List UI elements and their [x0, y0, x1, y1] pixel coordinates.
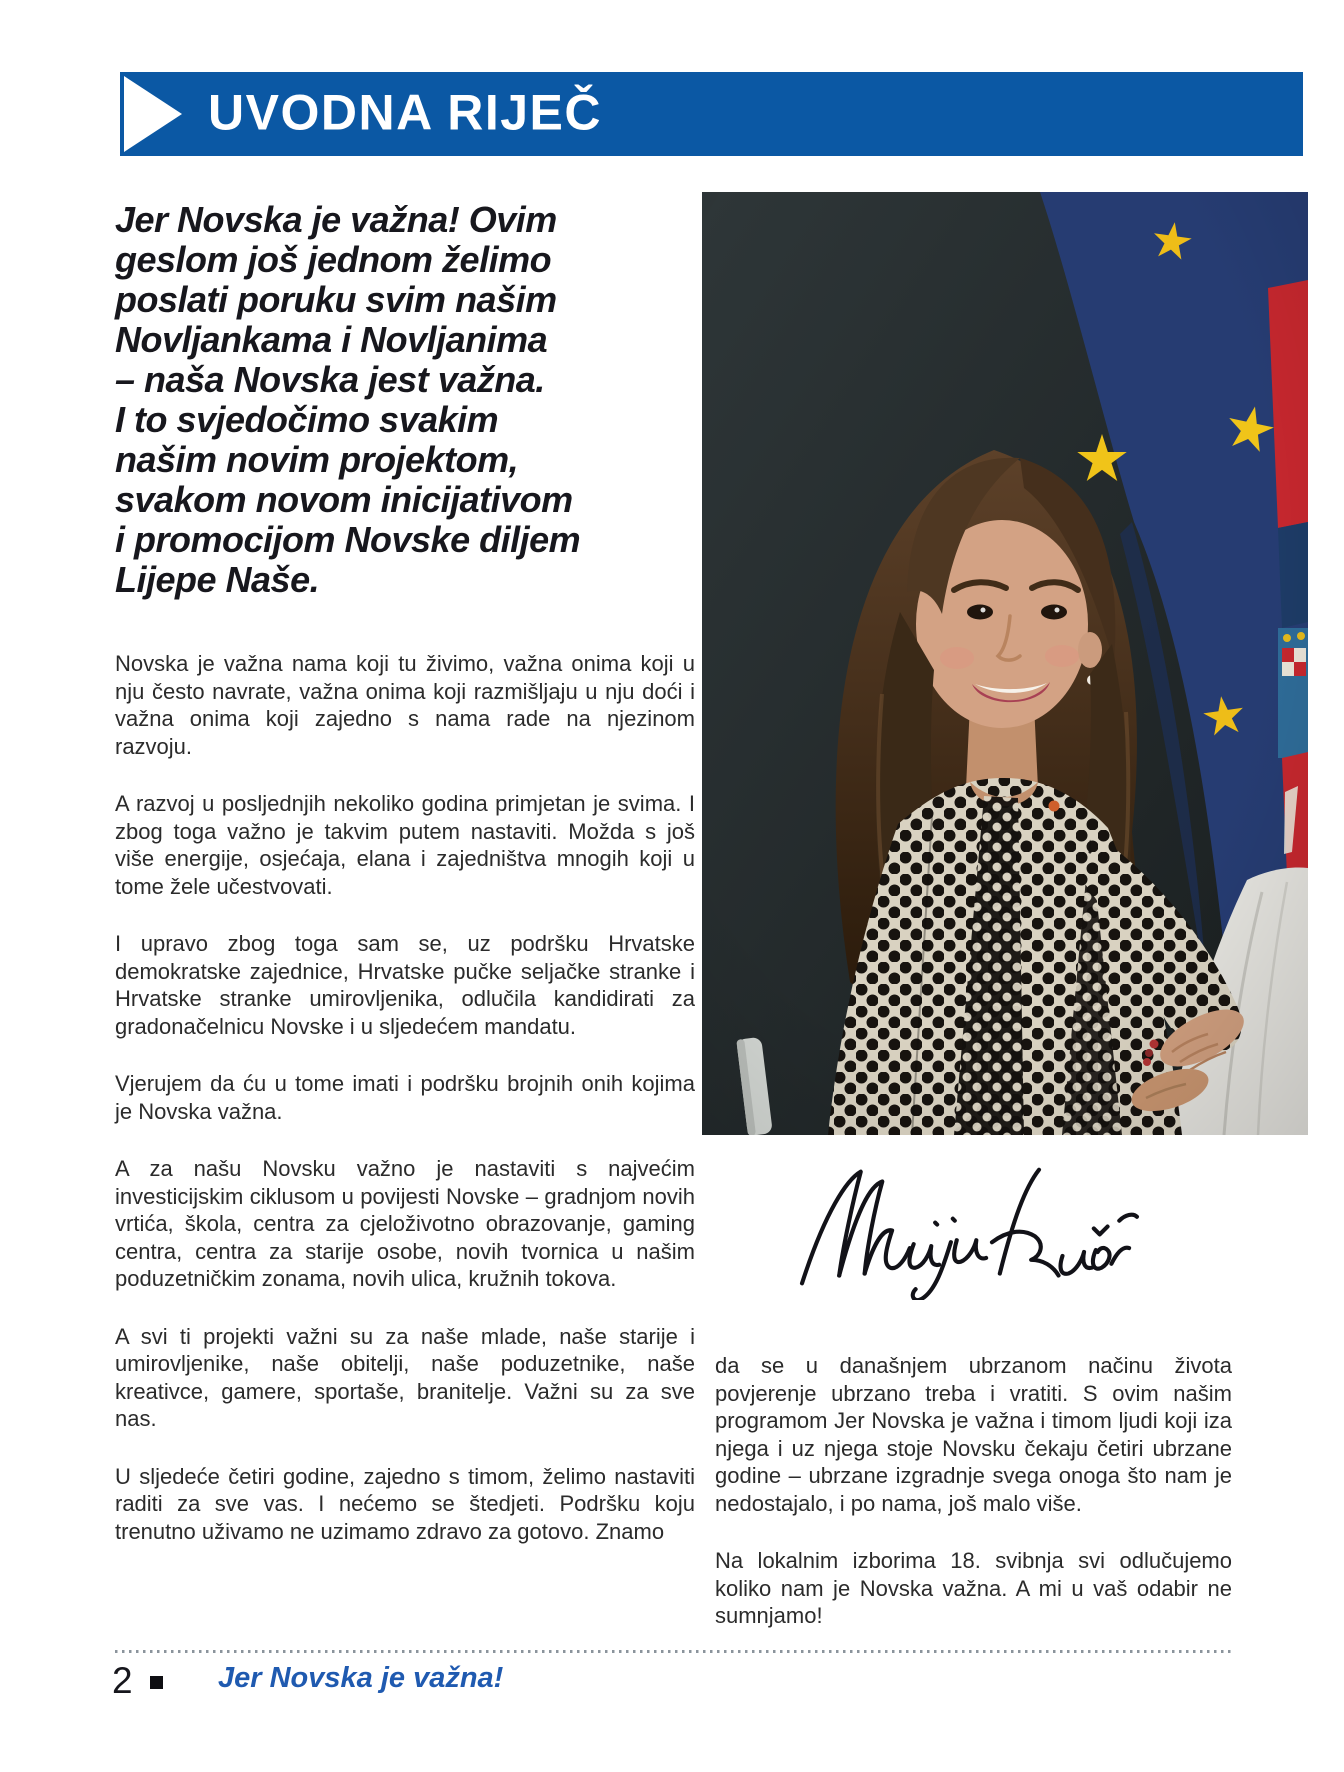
paragraph: Novska je važna nama koji tu živimo, važna onima koji u nju često navrate, važna onima koji razmišljaju u nju doći i važna onima koji zajedno s nama rade na njezinom razvoju. [115, 651, 695, 759]
intro-line: Novljankama i Novljanima [115, 319, 548, 360]
section-header-band [120, 72, 1303, 156]
intro-line: Lijepe Naše. [115, 559, 320, 600]
portrait-photo [702, 192, 1308, 1135]
photo-vignette [702, 192, 1308, 1135]
paragraph: I upravo zbog toga sam se, uz podršku Hrvatske demokratske zajednice, Hrvatske pučke seljačke stranke i Hrvatske stranke umirovljenika, odlučila kandidirati za gradonačelnicu Novske i u sljedećem mandatu. [115, 931, 695, 1039]
intro-line: Jer Novska je važna! Ovim [115, 199, 557, 240]
left-text-column [115, 650, 695, 1575]
intro-heading [115, 200, 705, 600]
paragraph: A svi ti projekti važni su za naše mlade, naše starije i umirovljenike, naše obitelji, naše poduzetnike, naše kreativce, gamere, sportaše, branitelje. Važni su za sve nas. [115, 1323, 695, 1431]
chevron-right-icon [124, 76, 182, 152]
page-number: 2 [112, 1660, 133, 1701]
dotted-divider [115, 1650, 1235, 1653]
signature-name [0, 0, 1, 1]
paragraph: da se u današnjem ubrzanom načinu života povjerenje ubrzano treba i vratiti. S ovim našim programom Jer Novska je važna i timom ljudi koji iza njega i uz njega stoje Novsku čekaju četiri ubrzane godine – ubrzane izgradnje svega onoga što nam je nedostajalo, i po nama, još malo više. [715, 1353, 1232, 1516]
intro-line: našim novim projektom, [115, 439, 519, 480]
paragraph: U sljedeće četiri godine, zajedno s timom, želimo nastaviti raditi za sve vas. I nećemo se štedjeti. Podršku koju trenutno uživamo ne uzimamo zdravo za gotovo. Znamo [115, 1463, 695, 1544]
intro-line: geslom još jednom želimo [115, 239, 552, 280]
paragraph: Na lokalnim izborima 18. svibnja svi odlučujemo koliko nam je Novska važna. A mi u vaš odabir ne sumnjamo! [715, 1548, 1232, 1628]
intro-line: I to svjedočimo svakim [115, 399, 499, 440]
intro-line: poslati poruku svim našim [115, 279, 557, 320]
paragraph: Vjerujem da ću u tome imati i podršku brojnih onih kojima je Novska važna. [115, 1071, 695, 1124]
paragraph: A za našu Novsku važno je nastaviti s najvećim investicijskim ciklusom u povijesti Novske – gradnjom novih vrtića, škola, centra za cjeloživotno obrazovanje, gaming centra, centra za starije osobe, novih tvornica u našim poduzetničkim zonama, novih ulica, kružnih tokova. [115, 1156, 695, 1291]
intro-line: – naša Novska jest važna. [115, 359, 545, 400]
intro-line: i promocijom Novske diljem [115, 519, 581, 560]
square-bullet-icon [150, 1676, 163, 1689]
footer-tagline: Jer Novska je važna! [218, 1662, 504, 1694]
paragraph: A razvoj u posljednjih nekoliko godina primjetan je svima. I zbog toga važno je takvim putem nastaviti. Možda s još više energije, osjećaja, elana i zajedništva mnogih koji u tome žele učestvovati. [115, 791, 695, 899]
section-title: UVODNA RIJEČ [208, 84, 602, 141]
right-text-column [715, 1352, 1232, 1660]
intro-line: svakom novom inicijativom [115, 479, 573, 520]
signature-handwriting [795, 1158, 1140, 1300]
